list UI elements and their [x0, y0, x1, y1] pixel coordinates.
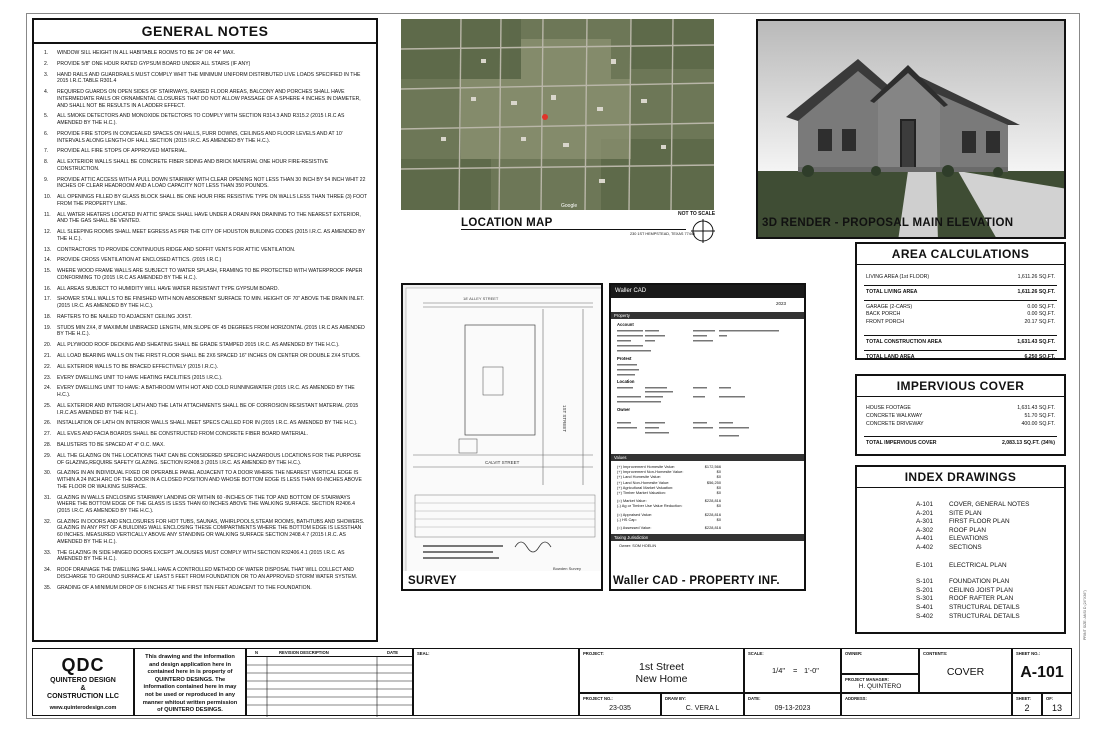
contents-label: CONTENTS:: [923, 651, 948, 656]
note-number: 19.: [44, 324, 52, 331]
note-number: 5.: [44, 113, 49, 120]
sheet-of-value: 13: [1051, 703, 1062, 713]
survey-street-south: CALVIT STREET: [485, 460, 520, 465]
sheet-of-block: [1042, 693, 1072, 716]
index-sheet-name: FOUNDATION PLAN: [949, 578, 1010, 586]
cad-value-label: (+) Improvement Non-Homesite Value:: [617, 469, 684, 475]
scale-equals: =: [793, 666, 798, 675]
date-block: [744, 693, 841, 716]
note-number: 11.: [44, 211, 51, 218]
cad-value-label: (=) Assessed Value:: [617, 525, 652, 531]
note-number: 13.: [44, 246, 52, 253]
note-text: WHERE WOOD FRAME WALLS ARE SUBJECT TO WATER SPLASH, FRAMING TO BE PROTECTED WITH WATERPROOF PAPER CONFORMING TO (2015 I.R.C AS AMENDED BY THE H.C.).: [57, 268, 363, 281]
note-item: [44, 495, 368, 515]
cad-header: Waller CAD: [611, 285, 804, 298]
note-item: [44, 50, 368, 57]
note-item: [44, 453, 368, 466]
project-manager-value: H. QUINTERO: [858, 683, 902, 690]
impervious-row: CONCRETE DRIVEWAY 400.00 SQ.FT.: [866, 420, 1055, 427]
cad-value-amount: $0: [716, 490, 721, 496]
area-row: GARAGE (2-CARS) 0.00 SQ.FT.: [866, 303, 1055, 310]
note-number: 1.: [44, 50, 49, 56]
scale-value-b: 1'-0": [804, 666, 819, 675]
note-item: [44, 550, 368, 563]
index-row: [857, 578, 1064, 587]
note-text: REQUIRED GUARDS ON OPEN SIDES OF STAIRWAYS, RAISED FLOOR AREAS, BALCONY AND PORCHES SHALL HAVE INTERMEDIATE RAILS OR ORNAMENTAL CLOSURES THAT DO NOT ALLOW PASSAGE OF A SPHERE 4 INCHES IN DIAMETER, AND SHALL NOT BE RESULTS IN A LADDER EFFECT.: [57, 89, 361, 109]
index-code: S-101: [916, 578, 934, 586]
general-notes-title: GENERAL NOTES: [34, 20, 376, 44]
seal-block: [413, 648, 579, 716]
note-number: 14.: [44, 257, 52, 264]
3d-render-image: [756, 19, 1066, 239]
note-number: 21.: [44, 353, 52, 360]
note-item: [44, 342, 368, 349]
cad-value-row: [611, 517, 804, 522]
3d-render-title: 3D RENDER - PROPOSAL MAIN ELEVATION: [762, 217, 1014, 229]
area-row: TOTAL LIVING AREA 1,611.26 SQ.FT.: [866, 288, 1055, 295]
note-text: PROVIDE ATTIC ACCESS WITH A PULL DOWN STAIRWAY WITH CLEAR OPENING NOT LESS THAN 30 INCH BY 54 INCH WHIT 22 INCHES OF CLEAR HEADROOM AND A LOAD CAPACITY NOT LESS THAN 350 POUNDS.: [57, 176, 366, 190]
index-drawings-panel: [855, 465, 1066, 634]
cad-value-label: (+) Timber Market Valuation:: [617, 490, 666, 496]
company-name-line1: QUINTERO DESIGN: [50, 677, 116, 684]
note-item: [44, 442, 368, 449]
location-map-title-underline: [461, 229, 686, 230]
note-item: [44, 257, 368, 264]
note-item: [44, 364, 368, 371]
scale-label: SCALE:: [748, 651, 764, 656]
index-code: A-302: [916, 526, 934, 534]
note-number: 4.: [44, 89, 49, 96]
index-sheet-name: ROOF RAFTER PLAN: [949, 595, 1014, 603]
print-size-label: PRINT SIZE: ANSI D (24"X36"): [1083, 590, 1087, 640]
project-manager-label: PROJECT MANAGER:: [845, 677, 889, 682]
cad-owner: Owner: SOM HOELIN: [619, 544, 657, 549]
note-number: 27.: [44, 431, 52, 438]
note-number: 22.: [44, 363, 52, 370]
index-sheet-name: ELECTRICAL PLAN: [949, 561, 1007, 569]
index-sheet-name: STRUCTURAL DETAILS: [949, 612, 1020, 620]
index-code: S-402: [916, 612, 934, 620]
index-row: [857, 595, 1064, 604]
location-map-address: 230 1ST HEMPSTEAD, TEXAS 77445: [630, 232, 696, 236]
note-text: STUDS MIN 2X4, 8' MAXIMUM UNBRACED LENGTH, MIN.SLOPE OF 45 DEGREES FROM HORIZONTAL (2015 I.R.C AS AMENDED BY THE H.C.).: [57, 324, 365, 338]
note-number: 6.: [44, 130, 49, 137]
cad-value-label: (-) HS Cap:: [617, 516, 637, 522]
note-number: 10.: [44, 194, 52, 201]
area-row: BACK PORCH 0.00 SQ.FT.: [866, 311, 1055, 318]
cad-section-location: Location: [617, 379, 635, 384]
note-text: EVERY DWELLING UNIT TO HAVE HEATING FACILITIES (2015 I.R.C.).: [57, 374, 223, 381]
index-row: [857, 604, 1064, 613]
area-calculations-title: AREA CALCULATIONS: [857, 244, 1064, 265]
scale-value-a: 1/4": [772, 666, 786, 675]
note-text: GLAZING IN WALLS ENCLOSING STAIRWAY LANDING OR WITHIN 60 -INCHES OF THE TOP AND BOTTOM OF STAIRWAYS WHERE THE BOTTOM EDGE OF THE GLASS IS LESS THAN 60 INCHES ABOVE THE WALKING SURFACE. SECTION R2406.4 (2015 I.R.C. AS AMENDED BY THE H.C.).: [57, 494, 355, 514]
company-name-line2: CONSTRUCTION LLC: [47, 693, 119, 700]
note-text: PROVIDE 5/8" ONE HOUR RATED GYPSUM BOARD UNDER ALL STAIRS (IF ANY): [57, 60, 251, 67]
note-number: 25.: [44, 402, 52, 409]
general-notes-list: [34, 44, 376, 591]
note-text: ALL PLYWOOD ROOF DECKING AND SHEATING SHALL BE GRADE STAMPED 2015 I.R.C. AS AMENDED BY THE H.C.).: [57, 342, 340, 349]
note-item: [44, 403, 368, 416]
waller-cad-panel: [609, 283, 806, 591]
date-value: 09-13-2023: [774, 705, 811, 712]
project-no-label: PROJECT NO.:: [583, 696, 613, 701]
project-label: PROJECT:: [583, 651, 604, 656]
index-row: [857, 527, 1064, 536]
index-row: [857, 562, 1064, 571]
cad-value-amount: $0: [716, 469, 721, 475]
note-item: [44, 177, 368, 190]
owner-block: [841, 648, 919, 674]
note-number: 35.: [44, 584, 52, 591]
not-to-scale-label: NOT TO SCALE: [678, 211, 716, 217]
index-sheet-name: STRUCTURAL DETAILS: [949, 603, 1020, 611]
note-item: [44, 385, 368, 398]
note-text: ALL EXTERIOR AND INTERIOR LATH AND THE LATH ATTACHMENTS SHALL BE OF CORROSION RESISTANT MATERIAL (2015 I.R.C.AS AMENDED BY THE H.C.).: [57, 402, 359, 416]
index-code: A-201: [916, 509, 934, 517]
note-number: 30.: [44, 470, 52, 477]
note-item: [44, 325, 368, 338]
project-block: [579, 648, 744, 693]
index-sheet-name: COVER, GENERAL NOTES: [949, 501, 1030, 508]
note-number: 29.: [44, 452, 52, 459]
note-text: ROOF DRAINAGE THE DWELLING SHALL HAVE A CONTROLLED METHOD OF WATER DISPOSAL THAT WILL COLLECT AND DISCHARGE TO GROUND SURFACE AT LEAST 5 FEET FROM FOUNDATION OR TO AN APPROVED STORM WATER SYSTEM.: [57, 567, 358, 580]
sheet-no-value: A-101: [1020, 664, 1064, 681]
cad-value-amount: $0: [716, 516, 721, 522]
sheet-no-block: [1012, 648, 1072, 693]
index-code: A-101: [916, 501, 934, 508]
contents-block: [919, 648, 1012, 693]
note-item: [44, 113, 368, 126]
note-text: ALL EXTERIOR WALLS TO BE BRACED EFFECTIVELY (2015 I.R.C.).: [57, 363, 219, 370]
survey-company: Bowden Survey: [553, 566, 582, 571]
impervious-row: CONCRETE WALKWAY 51.70 SQ.FT.: [866, 412, 1055, 419]
index-row: [857, 587, 1064, 596]
owner-label: OWNER:: [845, 651, 863, 656]
note-text: HAND RAILS AND GUARDRAILS MUST COMPLY WHIT THE MINIMUM UNIFORM DISTRIBUTED LIVE LOADS SPECIFIED IN THE 2015 I.R.C.TABLE R301.4: [57, 71, 361, 85]
note-item: [44, 286, 368, 293]
cad-title: Waller CAD - PROPERTY INF.: [613, 575, 780, 587]
area-row: TOTAL LAND AREA 6,250 SQ.FT.: [866, 353, 1055, 360]
index-code: S-401: [916, 603, 934, 611]
note-text: SHOWER STALL WALLS TO BE FINISHED WITH NON ABSORBENT SURFACE TO MIN. HEIGHT OF 70" ABOVE THE DRAIN INLET. (2015 I.R.C. AS AMENDED BY THE H.C.).: [57, 296, 365, 310]
note-number: 16.: [44, 285, 52, 292]
company-logo-block: [32, 648, 134, 716]
map-credit: Google: [561, 203, 578, 209]
note-number: 12.: [44, 229, 52, 236]
index-sheet-name: CEILING JOIST PLAN: [949, 586, 1013, 594]
index-row: [857, 613, 1064, 622]
project-manager-block: [841, 674, 919, 693]
note-item: [44, 567, 368, 580]
index-row: [857, 544, 1064, 553]
revision-date-header: DATE: [387, 650, 399, 655]
cad-section-property: Property: [611, 312, 804, 319]
note-text: ALL EXTERIOR WALLS SHALL BE CONCRETE FIBER SIDING AND BRICK MATERIAL ONE HOUR FIRE-RESISTIVE CONSTRUCTION.: [57, 159, 329, 172]
note-item: [44, 296, 368, 309]
location-map-title: LOCATION MAP: [461, 217, 553, 229]
index-code: E-101: [916, 561, 934, 569]
cad-value-amount: $228,816: [704, 525, 721, 531]
cad-owner-details: [611, 421, 804, 449]
note-item: [44, 431, 368, 438]
area-calculations-panel: [855, 242, 1066, 360]
project-no-value: 23-035: [609, 705, 631, 712]
note-text: GLAZING IN AN INDIVIDUAL FIXED OR OPERABLE PANEL ADJACENT TO A DOOR WHERE THE NEAREST VERTICAL EDGE IS WITHIN A 24 INCH ARC OF THE DOOR IN A CLOSED POSITION AND WHOSE BOTTOM EDGE IS LESS THAN 60-INCHES ABOVE THE FLOOR OR WALKING SURFACE.: [57, 470, 362, 490]
note-number: 15.: [44, 268, 52, 275]
project-no-block: [579, 693, 661, 716]
address-block: [841, 693, 1012, 716]
sheet-of-label: OF:: [1046, 696, 1054, 701]
cad-section-protest: Protest: [617, 356, 632, 361]
index-sheet-name: SITE PLAN: [949, 509, 982, 517]
note-item: [44, 72, 368, 85]
cad-section-account: Account: [617, 322, 634, 327]
note-item: [44, 89, 368, 109]
area-row: TOTAL CONSTRUCTION AREA 1,631.43 SQ.FT.: [866, 338, 1055, 345]
cad-value-amount: $172,566: [704, 464, 721, 469]
sheet-block: [1012, 693, 1042, 716]
cad-value-label: (+) Land Non-Homesite Value:: [617, 479, 670, 485]
survey-street-top: 18' ALLEY STREET: [463, 296, 499, 301]
general-notes-panel: [32, 18, 378, 642]
date-label: DATE:: [748, 696, 761, 701]
note-number: 34.: [44, 567, 52, 574]
north-arrow-icon: [690, 218, 716, 249]
index-code: S-201: [916, 586, 934, 594]
note-text: THE GLAZING IN SIDE HINGED DOORS EXCEPT JALOUSIES MUST COMPLY WITH SECTION R32406.4.1 (2015 I.R.C. AS AMENDED BY THE H.C.).: [57, 549, 345, 563]
index-code: A-402: [916, 543, 934, 551]
cad-section-taxing: Taxing Jurisdiction: [611, 534, 804, 541]
index-sheet-name: SECTIONS: [949, 543, 982, 551]
index-drawings-list: [857, 501, 1064, 621]
cad-value-row: [611, 490, 804, 495]
project-name-line2: New Home: [635, 673, 688, 685]
note-text: ALL WATER HEATERS LOCATED IN ATTIC SPACE SHALL HAVE UNDER A DRAIN PAN DRAINING TO THE NEAREST EXTERIOR, AND THE GAS SHALL BE VENTED.: [57, 211, 361, 225]
impervious-cover-panel: [855, 374, 1066, 456]
sheet-value: 2: [1024, 703, 1030, 713]
note-text: EVERY DWELLING UNIT TO HAVE: A BATHROOM WITH HOT AND COLD RUNNINGWATER (2015 I.R.C. AS AMENDED BY THE H.C.).: [57, 385, 355, 399]
note-number: 31.: [44, 494, 52, 501]
contents-value: COVER: [946, 666, 985, 678]
note-item: [44, 212, 368, 225]
note-item: [44, 61, 368, 68]
company-name-amp: &: [80, 685, 86, 692]
cad-section-values: Values: [611, 454, 804, 461]
cad-value-amount: $228,816: [704, 498, 721, 504]
note-text: ALL SLEEPING ROOMS SHALL MEET EGRESS AS PER THE CITY OF HOUSTON BUILDING CODES (2015 I.R.C. AS AMENDED BY THE H.C.).: [57, 229, 365, 242]
index-row: [857, 510, 1064, 519]
note-text: PROVIDE FIRE STOPS IN CONCEALED SPACES ON HALLS, FURR DOWNS, CEILINGS AND FLOOR LEVELS AND AT 10' INTERVALS ALONG LENGTH OF HALL SECTION (2015 I.R.C. AS AMENDED BY THE H.C.).: [57, 130, 343, 144]
index-code: S-301: [916, 595, 934, 603]
index-sheet-name: ROOF PLAN: [949, 526, 986, 534]
note-item: [44, 314, 368, 321]
note-text: ALL THE GLAZING ON THE LOCATIONS THAT CAN BE CONSIDERED SPECIFIC HAZARDOUS LOCATIONS FOR THE PURPOSE OF GLAZING,REQUIRE SAFETY GLAZING. SECTION R2408.3 (2015 I.R.C. AS AMENDED BY THE H.C.).: [57, 452, 361, 466]
note-item: [44, 131, 368, 144]
note-text: ALL EVES AND FACIA BOARDS SHALL BE CONSTRUCTED FROM CONCRETE FIBER BOARD MATERIAL.: [57, 431, 308, 438]
cad-property-details: [611, 328, 804, 416]
cad-value-label: (=) Market Value:: [617, 498, 647, 504]
cad-value-row: [611, 525, 804, 530]
draw-by-label: DRAW BY:: [665, 696, 686, 701]
company-website: www.quinterodesign.com: [49, 705, 117, 711]
cad-value-label: (=) Appraised Value:: [617, 511, 653, 517]
note-item: [44, 247, 368, 254]
note-text: GRADING OF A MINIMUM DROP OF 6 INCHES AT THE FIRST TEN FEET ADJACENT TO THE FOUNDATION.: [57, 584, 312, 591]
note-item: [44, 353, 368, 360]
note-number: 18.: [44, 313, 52, 320]
note-text: ALL OPENINGS FILLED BY GLASS BLOCK SHALL BE ONE HOUR FIRE RESISTIVE TYPE ON WALLS LESS THAN THREE (3) FOOT FROM THE PROPERTY LINE.: [57, 194, 368, 207]
survey-title: SURVEY: [408, 575, 457, 587]
note-item: [44, 194, 368, 207]
impervious-row: TOTAL IMPERVIOUS COVER 2,083.13 SQ.FT. (34%): [866, 440, 1055, 447]
note-item: [44, 268, 368, 281]
impervious-row: HOUSE FOOTAGE 1,631.43 SQ.FT.: [866, 405, 1055, 411]
note-item: [44, 159, 368, 172]
location-map-image: [401, 19, 714, 210]
cad-value-row: [611, 503, 804, 508]
revision-n-header: N: [255, 650, 259, 655]
cad-section-owner: Owner: [617, 407, 631, 412]
address-label: ADDRESS:: [845, 696, 867, 701]
survey-street-east: 1ST STREET: [562, 405, 567, 433]
cad-value-label: (+) Improvement Homesite Value:: [617, 464, 675, 469]
note-number: 9.: [44, 176, 49, 183]
note-number: 26.: [44, 420, 52, 427]
note-number: 8.: [44, 159, 49, 166]
cad-value-amount: $0: [716, 484, 721, 490]
seal-label: SEAL:: [417, 651, 430, 656]
note-item: [44, 420, 368, 427]
cad-value-amount: $0: [716, 474, 721, 480]
note-text: PROVIDE CROSS VENTILATION AT ENCLOSED ATTICS. (2015 I.R.C.): [57, 257, 222, 264]
note-text: PROVIDE ALL FIRE STOPS OF APPROVED MATERIAL.: [57, 148, 188, 155]
sheet-no-label: SHEET NO.:: [1016, 651, 1040, 656]
note-text: ALL LOAD BEARING WALLS ON THE FIRST FLOOR SHALL BE 2X6 SPACED 16" INCHES ON CENTER OR DOUBLE 2X4 STUDS.: [57, 353, 361, 360]
note-number: 3.: [44, 71, 49, 78]
note-item: [44, 148, 368, 155]
cad-value-label: (+) Agricultural Market Valuation:: [617, 484, 674, 490]
index-code: A-301: [916, 518, 934, 526]
index-row: [857, 535, 1064, 544]
company-logo: QDC: [61, 655, 105, 675]
note-number: 32.: [44, 518, 52, 525]
note-item: [44, 585, 368, 592]
note-text: CONTRACTORS TO PROVIDE CONTINUOUS RIDGE AND SOFFIT VENTS FOR ATTIC VENTILATION.: [57, 246, 296, 253]
survey-image: [401, 283, 603, 591]
note-number: 33.: [44, 549, 52, 556]
note-number: 24.: [44, 385, 52, 392]
cad-year: 2023: [775, 301, 786, 306]
area-row: LIVING AREA (1st FLOOR) 1,611.26 SQ.FT.: [866, 274, 1055, 280]
index-sheet-name: FIRST FLOOR PLAN: [949, 518, 1010, 526]
cad-value-amount: $0: [716, 503, 721, 509]
cad-value-label: (+) Land Homesite Value:: [617, 474, 661, 480]
scale-block: [744, 648, 841, 693]
index-drawings-title: INDEX DRAWINGS: [857, 467, 1064, 488]
note-number: 7.: [44, 148, 49, 155]
note-text: INSTALLATION OF LATH ON INTERIOR WALLS SHALL MEET SPECS CALLED FOR IN (2015 I.R.C. AS AMENDED BY THE H.C.).: [57, 420, 358, 427]
revision-table: [246, 648, 413, 716]
index-sheet-name: ELEVATIONS: [949, 535, 989, 543]
sheet-label: SHEET:: [1016, 696, 1031, 701]
disclaimer-block: [134, 648, 246, 716]
impervious-cover-title: IMPERVIOUS COVER: [857, 376, 1064, 397]
revision-grid: [247, 657, 412, 717]
disclaimer-text: This drawing and the information and design application here in contained here in is property of QUINTERO DESINGS. The information contained here in may not be used or reproduced in any manner whitout written permission of QUINTERO DESINGS.: [142, 654, 238, 714]
note-text: ALL SMOKE DETECTORS AND MONOXIDE DETECTORS TO COMPLY WITH SECTION R314.3 AND R315.2 (2015 I.R.C AS AMENDED BY THE H.C.).: [57, 113, 345, 126]
draw-by-value: C. VERA L: [685, 705, 720, 712]
note-number: 17.: [44, 296, 52, 303]
area-row: FRONT PORCH 20.17 SQ.FT.: [866, 319, 1055, 326]
draw-by-block: [661, 693, 744, 716]
cad-value-label: (-) Ag or Timber Use Value Reduction:: [617, 503, 683, 509]
note-item: [44, 375, 368, 382]
revision-desc-header: REVISION DESCRIPTION: [279, 650, 329, 655]
note-item: [44, 470, 368, 490]
note-text: GLAZING IN DOORS AND ENCLOSURES FOR HOT TUBS, SAUNAS, WHIRLPOOLS,STEAM ROOMS, BATHTUBS AND SHOWERS. GLAZING IN ANY PRT OF A BUILDING WALL ENCLOSING THESE COMPARTMENTS WHERE THE BOTTOM EDGE IS LESSTHAN 60 INCHES. MEASURED VERTICALLY ABOVE ANY STANDING OR WALKING SURFACE SECTION 2408.4.7 (2015 I.R.C. AS AMENDED BY THE H.C.).: [57, 518, 365, 545]
note-text: BALUSTERS TO BE SPACED AT 4" O.C. MAX.: [57, 442, 165, 449]
project-name-line1: 1st Street: [639, 661, 684, 673]
note-number: 2.: [44, 60, 49, 67]
note-text: WINDOW SILL HEIGHT IN ALL HABITABLE ROOMS TO BE 24" OR 44" MAX.: [57, 50, 236, 56]
index-code: A-401: [916, 535, 934, 543]
cad-values-list: [611, 464, 804, 530]
note-number: 23.: [44, 374, 52, 381]
note-text: RAFTERS TO BE NAILED TO ADJACENT CEILING JOIST.: [57, 313, 192, 320]
index-row: [857, 518, 1064, 527]
note-item: [44, 519, 368, 546]
cad-value-amount: $228,816: [704, 511, 721, 517]
note-text: ALL AREAS SUBJECT TO HUMIDITY WILL HAVE WATER RESISTANT TYPE GYPSUM BOARD.: [57, 285, 279, 292]
note-item: [44, 229, 368, 242]
note-number: 20.: [44, 342, 52, 349]
note-number: 28.: [44, 442, 52, 449]
cad-value-amount: $56,250: [706, 479, 721, 485]
index-row: [857, 501, 1064, 510]
